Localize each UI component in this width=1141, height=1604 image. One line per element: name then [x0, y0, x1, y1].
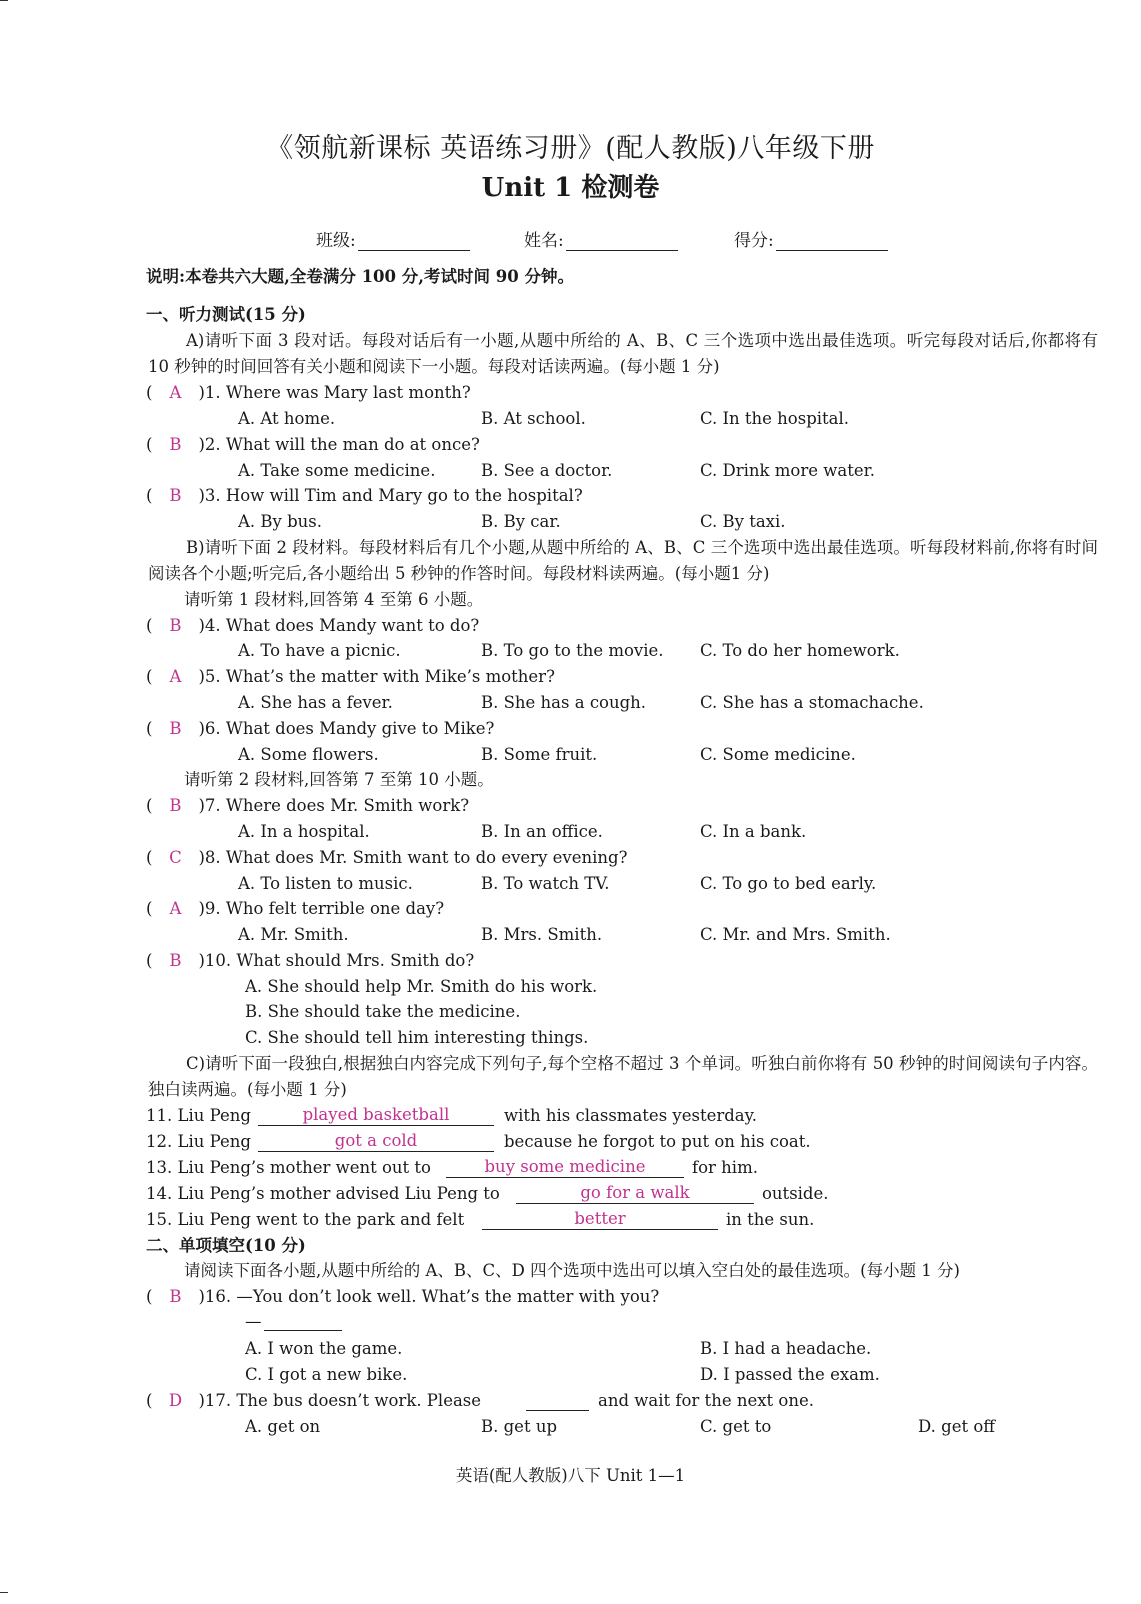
name-label: 姓名: — [524, 231, 564, 251]
answer-3: B — [169, 486, 182, 505]
option-b: B. To go to the movie. — [481, 641, 664, 660]
option-d: D. get off — [918, 1417, 995, 1436]
exam-note: 说明:本卷共六大题,全卷满分 100 分,考试时间 90 分钟。 — [146, 267, 574, 286]
name-field — [524, 226, 678, 251]
fill-14-suffix: outside. — [762, 1184, 829, 1203]
option-c: C. Some medicine. — [700, 745, 856, 764]
option-c: C. I got a new bike. — [245, 1365, 408, 1384]
reply-blank — [264, 1308, 342, 1331]
page-title: 《领航新课标 英语练习册》(配人教版)八年级下册 — [266, 133, 875, 164]
fill-11-answer: played basketball — [258, 1103, 494, 1126]
question-9: ( A )9. Who felt terrible one day? — [146, 896, 444, 922]
fill-13-suffix: for him. — [692, 1158, 758, 1177]
class-line — [358, 232, 470, 251]
option-b: B. See a doctor. — [481, 461, 613, 480]
fill-13-prefix: 13. Liu Peng’s mother went out to — [146, 1158, 431, 1177]
question-text: )3. How will Tim and Mary go to the hospital? — [198, 486, 583, 505]
question-text: )6. What does Mandy give to Mike? — [198, 719, 495, 738]
option-a: A. At home. — [238, 409, 336, 428]
option-a: A. Some flowers. — [238, 745, 379, 764]
question-5: ( A )5. What’s the matter with Mike’s mother? — [146, 664, 555, 690]
score-line — [776, 232, 888, 251]
option-b: B. In an office. — [481, 822, 603, 841]
part-b-instructions: B)请听下面 2 段材料。每段材料后有几个小题,从题中所给的 A、B、C 三个选项中选出最佳选项。听每段材料前,你将有时间阅读各个小题;听完后,各小题给出 5 秒钟的作答时间。每段材料读两遍。(每小题1 分) — [148, 538, 1098, 583]
answer-9: A — [169, 899, 182, 918]
answer-5: A — [169, 667, 182, 686]
part-c-instructions: C)请听下面一段独白,根据独白内容完成下列句子,每个空格不超过 3 个单词。听独白前你将有 50 秒钟的时间阅读句子内容。独白读两遍。(每小题 1 分) — [148, 1054, 1098, 1099]
fill-14-answer: go for a walk — [516, 1181, 754, 1204]
fill-13-answer: buy some medicine — [446, 1155, 684, 1178]
question-text: )10. What should Mrs. Smith do? — [198, 951, 475, 970]
question-text: )4. What does Mandy want to do? — [198, 616, 480, 635]
crop-mark — [0, 0, 8, 1]
fill-14-prefix: 14. Liu Peng’s mother advised Liu Peng to — [146, 1184, 500, 1203]
fill-12-prefix: 12. Liu Peng — [146, 1132, 251, 1151]
option-b: B. I had a headache. — [700, 1339, 872, 1358]
option-c: C. By taxi. — [700, 512, 786, 531]
fill-11-prefix: 11. Liu Peng — [146, 1106, 251, 1125]
fill-12-answer: got a cold — [258, 1129, 494, 1152]
answer-16: B — [169, 1287, 182, 1306]
option-c: C. In a bank. — [700, 822, 807, 841]
answer-7: B — [169, 796, 182, 815]
score-label: 得分: — [734, 231, 774, 251]
fill-15-prefix: 15. Liu Peng went to the park and felt — [146, 1210, 465, 1229]
question-10: ( B )10. What should Mrs. Smith do? — [146, 948, 474, 974]
question-3: ( B )3. How will Tim and Mary go to the hospital? — [146, 483, 583, 509]
section2-instructions: 请阅读下面各小题,从题中所给的 A、B、C、D 四个选项中选出可以填入空白处的最佳选项。(每小题 1 分) — [184, 1261, 960, 1280]
answer-2: B — [169, 435, 182, 454]
option-a: A. She should help Mr. Smith do his work. — [245, 977, 598, 996]
crop-mark — [0, 1592, 8, 1593]
material-1-note: 请听第 1 段材料,回答第 4 至第 6 小题。 — [184, 590, 484, 609]
question-17: ( D )17. The bus doesn’t work. Please — [146, 1388, 481, 1414]
page-footer: 英语(配人教版)八下 Unit 1—1 — [455, 1466, 686, 1485]
option-b: B. She has a cough. — [481, 693, 647, 712]
option-a: A. Take some medicine. — [238, 461, 436, 480]
question-1: ( A )1. Where was Mary last month? — [146, 380, 471, 406]
option-c: C. She should tell him interesting things. — [245, 1028, 589, 1047]
option-c: C. She has a stomachache. — [700, 693, 924, 712]
question-text: )1. Where was Mary last month? — [198, 383, 471, 402]
question-17-blank — [526, 1388, 589, 1411]
option-a: A. To have a picnic. — [238, 641, 401, 660]
question-text: )8. What does Mr. Smith want to do every evening? — [198, 848, 628, 867]
score-field — [734, 226, 888, 251]
option-c: C. To do her homework. — [700, 641, 900, 660]
option-a: A. In a hospital. — [238, 822, 370, 841]
question-text: )9. Who felt terrible one day? — [198, 899, 445, 918]
option-c: C. get to — [700, 1417, 772, 1436]
option-a: A. To listen to music. — [238, 874, 413, 893]
question-7: ( B )7. Where does Mr. Smith work? — [146, 793, 469, 819]
section2-heading: 二、单项填空(10 分) — [146, 1236, 306, 1255]
question-4: ( B )4. What does Mandy want to do? — [146, 613, 479, 639]
class-label: 班级: — [316, 231, 356, 251]
answer-8: C — [169, 848, 182, 867]
option-b: B. get up — [481, 1417, 558, 1436]
question-16: ( B )16. —You don’t look well. What’s the matter with you? — [146, 1284, 659, 1310]
option-a: A. get on — [245, 1417, 321, 1436]
fill-12-suffix: because he forgot to put on his coat. — [504, 1132, 811, 1151]
option-b: B. By car. — [481, 512, 561, 531]
answer-6: B — [169, 719, 182, 738]
question-2: ( B )2. What will the man do at once? — [146, 432, 480, 458]
question-text: )2. What will the man do at once? — [198, 435, 480, 454]
name-line — [566, 232, 678, 251]
reply-dash: — — [245, 1312, 262, 1331]
option-c: C. Drink more water. — [700, 461, 875, 480]
material-2-note: 请听第 2 段材料,回答第 7 至第 10 小题。 — [184, 770, 494, 789]
option-a: A. She has a fever. — [238, 693, 393, 712]
fill-15-answer: better — [482, 1207, 718, 1230]
option-b: B. At school. — [481, 409, 586, 428]
option-a: A. I won the game. — [245, 1339, 403, 1358]
section1-heading: 一、听力测试(15 分) — [146, 305, 306, 324]
answer-1: A — [169, 383, 182, 402]
option-b: B. Some fruit. — [481, 745, 598, 764]
answer-10: B — [169, 951, 182, 970]
question-text: )17. The bus doesn’t work. Please — [198, 1391, 482, 1410]
fill-15-suffix: in the sun. — [726, 1210, 815, 1229]
class-field — [316, 226, 470, 251]
question-6: ( B )6. What does Mandy give to Mike? — [146, 716, 494, 742]
fill-11-suffix: with his classmates yesterday. — [504, 1106, 758, 1125]
question-17-text-end: and wait for the next one. — [598, 1391, 814, 1410]
answer-4: B — [169, 616, 182, 635]
part-a-instructions: A)请听下面 3 段对话。每段对话后有一小题,从题中所给的 A、B、C 三个选项中选出最佳选项。听完每段对话后,你都将有 10 秒钟的时间回答有关小题和阅读下一小题。每段对话读两遍。(每小题 1 分) — [148, 331, 1098, 376]
page-subtitle: Unit 1 检测卷 — [481, 173, 660, 203]
option-b: B. Mrs. Smith. — [481, 925, 603, 944]
answer-17: D — [168, 1391, 183, 1410]
option-a: A. By bus. — [238, 512, 322, 531]
option-b: B. She should take the medicine. — [245, 1002, 521, 1021]
question-8: ( C )8. What does Mr. Smith want to do every evening? — [146, 845, 627, 871]
question-text: )7. Where does Mr. Smith work? — [198, 796, 470, 815]
option-c: C. In the hospital. — [700, 409, 850, 428]
question-text: )5. What’s the matter with Mike’s mother? — [198, 667, 555, 686]
option-a: A. Mr. Smith. — [238, 925, 349, 944]
question-text: )16. —You don’t look well. What’s the matter with you? — [198, 1287, 660, 1306]
option-b: B. To watch TV. — [481, 874, 610, 893]
option-d: D. I passed the exam. — [700, 1365, 880, 1384]
option-c: C. Mr. and Mrs. Smith. — [700, 925, 891, 944]
option-c: C. To go to bed early. — [700, 874, 877, 893]
